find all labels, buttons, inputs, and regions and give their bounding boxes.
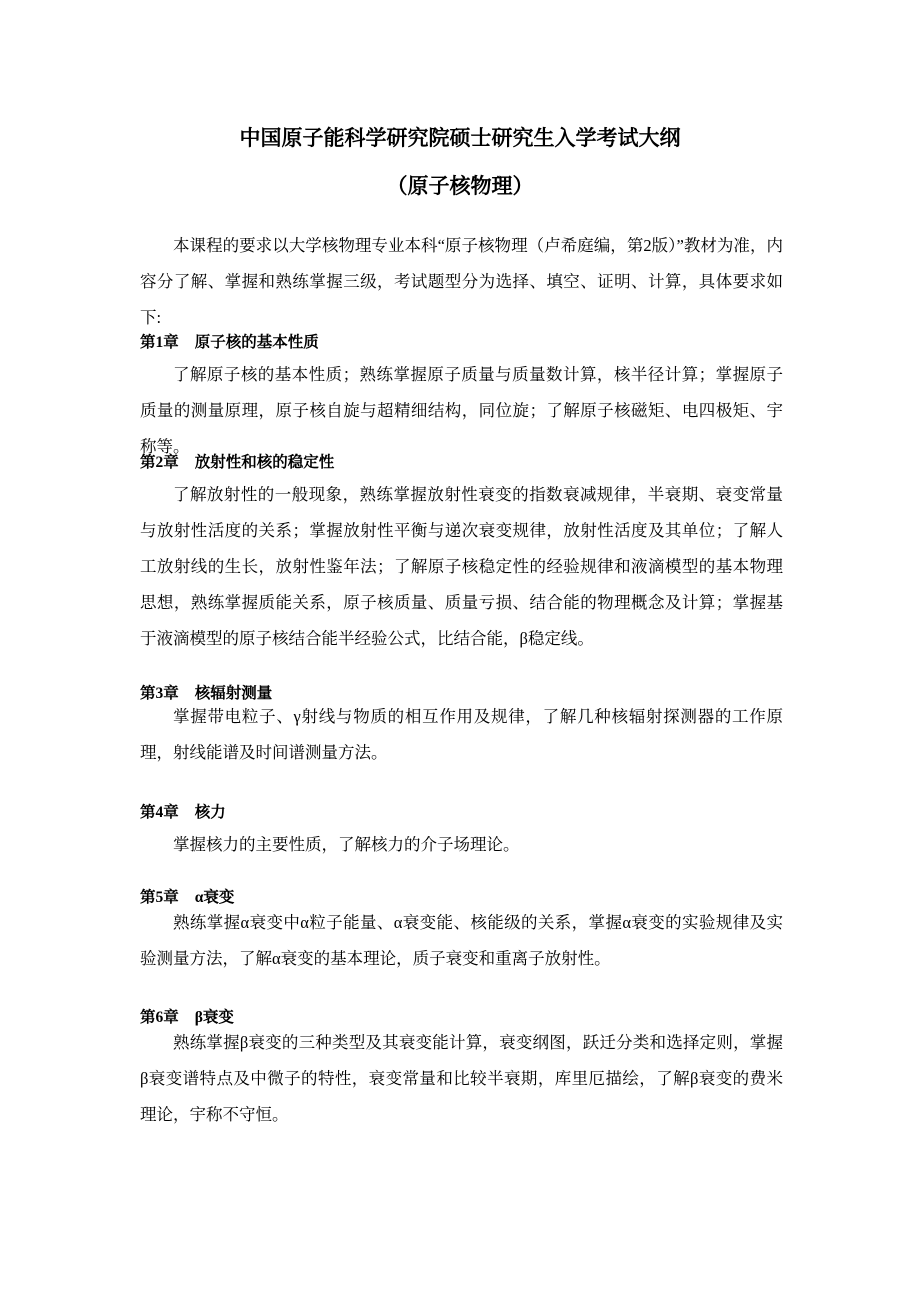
chapter-1-heading [140,330,319,352]
chapter-6-heading [140,1005,234,1027]
chapter-number: 第4章 [140,804,179,821]
chapter-title: α衰变 [194,889,235,906]
chapter-number: 第1章 [140,334,179,351]
chapter-title: β衰变 [194,1009,234,1026]
chapter-title: 核力 [194,804,226,821]
chapter-4-heading [140,800,226,822]
chapter-2-body: 了解放射性的一般现象，熟练掌握放射性衰变的指数衰减规律，半衰期、衰变常量与放射性活度的关系；掌握放射性平衡与递次衰变规律，放射性活度及其单位；了解人工放射线的生长，放射性鉴年法；了解原子核稳定性的经验规律和液滴模型的基本物理思想，熟练掌握质能关系，原子核质量、质量亏损、结合能的物理概念及计算；掌握基于液滴模型的原子核结合能半经验公式，比结合能，β稳定线。 [140,485,783,648]
document-subtitle: （原子核物理） [386,174,534,198]
chapter-number: 第6章 [140,1009,179,1026]
chapter-number: 第3章 [140,685,179,702]
chapter-5-body: 熟练掌握α衰变中α粒子能量、α衰变能、核能级的关系，掌握α衰变的实验规律及实验测量方法，了解α衰变的基本理论，质子衰变和重离子放射性。 [140,913,783,968]
chapter-1-body: 了解原子核的基本性质；熟练掌握原子质量与质量数计算，核半径计算；掌握原子质量的测量原理，原子核自旋与超精细结构，同位旋；了解原子核磁矩、电四极矩、宇称等。 [140,365,783,456]
chapter-number: 第5章 [140,889,179,906]
chapter-title: 放射性和核的稳定性 [194,454,335,471]
document-title: 中国原子能科学研究院硕士研究生入学考试大纲 [239,126,681,150]
chapter-3-body: 掌握带电粒子、γ射线与物质的相互作用及规律，了解几种核辐射探测器的工作原理，射线能谱及时间谱测量方法。 [140,707,783,762]
chapter-6-body: 熟练掌握β衰变的三种类型及其衰变能计算，衰变纲图，跃迁分类和选择定则，掌握β衰变谱特点及中微子的特性，衰变常量和比较半衰期，库里厄描绘，了解β衰变的费米理论，宇称不守恒。 [140,1033,783,1124]
intro-paragraph: 本课程的要求以大学核物理专业本科“原子核物理（卢希庭编，第2版）”教材为准，内容分了解、掌握和熟练掌握三级，考试题型分为选择、填空、证明、计算，具体要求如下: [140,236,783,327]
chapter-5-heading [140,885,234,907]
chapter-title: 核辐射测量 [194,685,273,702]
chapter-4-body: 掌握核力的主要性质，了解核力的介子场理论。 [173,835,520,854]
chapter-2-heading [140,450,334,472]
chapter-number: 第2章 [140,454,179,471]
chapter-title: 原子核的基本性质 [194,334,319,351]
